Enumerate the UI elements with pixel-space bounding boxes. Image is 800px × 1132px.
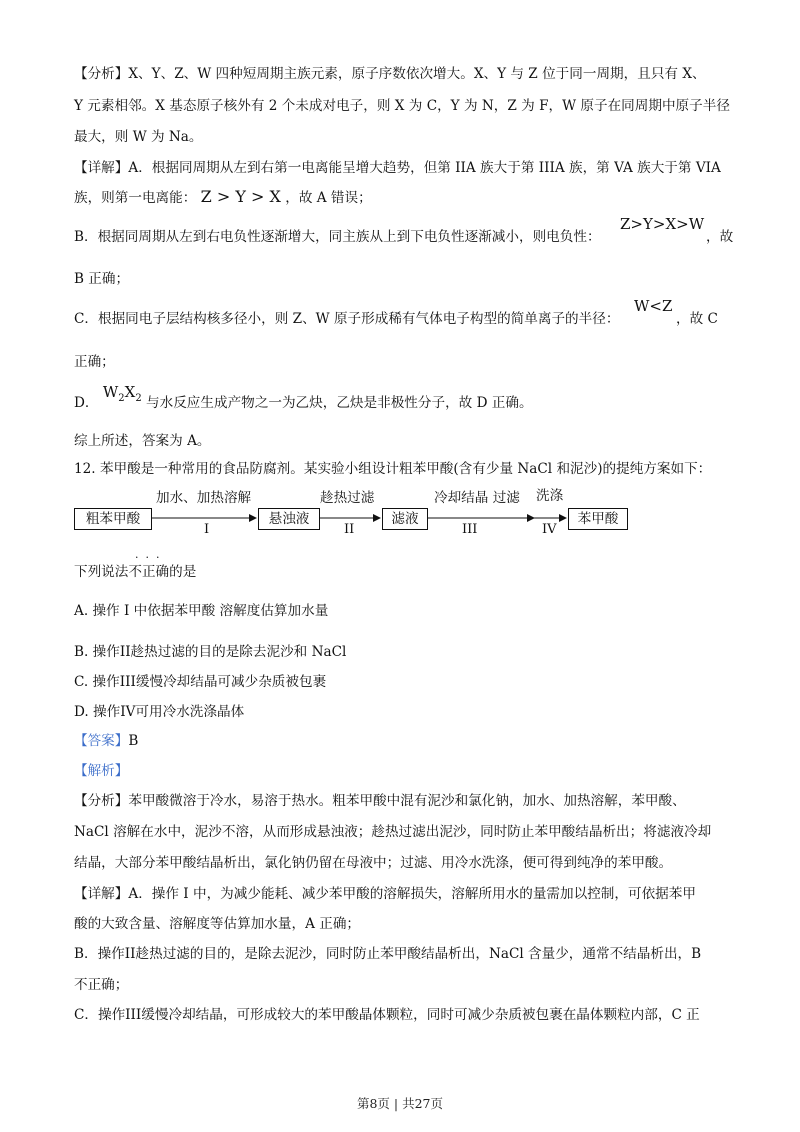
option-c: C. 操作III缓慢冷却结晶可减少杂质被包裹 [74,674,327,690]
detail-b-suffix: ，故 [706,229,734,245]
formula-first-ionization: Z > Y > X [200,187,281,206]
detail-a-line-2: 族，则第一电离能： Z > Y > X ，故 A 错误； [74,187,372,206]
analysis2-line-1: 【分析】苯甲酸微溶于冷水，易溶于热水。粗苯甲酸中混有泥沙和氯化钠，加水、加热溶解，苯甲酸、 [74,793,686,809]
detail2-c-line-1: C．操作III缓慢冷却结晶，可形成较大的苯甲酸晶体颗粒，同时可减少杂质被包裹在晶体颗粒内部，C 正 [74,1007,700,1023]
numeral-step-1: I [204,522,210,537]
detail-d-line: D． $W_2X_2$ 与水反应生成产物之一为乙炔，乙炔是非极性分子，故 D 正确。 [74,383,533,411]
explanation-label: 【解析】 [74,763,129,779]
option-b: B. 操作II趁热过滤的目的是除去泥沙和 NaCl [74,644,347,660]
label-step-4: 洗涤 [536,488,564,504]
emphasis-dots: · · · [135,551,160,564]
option-d: D. 操作IV可用冷水洗涤晶体 [74,704,245,720]
box-crude-benzoic-acid: 粗苯甲酸 [74,508,152,530]
option-a: A. 操作 I 中依据苯甲酸 溶解度估算加水量 [74,603,329,619]
detail2-a-line-2: 酸的大致含量、溶解度等估算加水量，A 正确； [74,916,361,932]
analysis2-line-3: 结晶，大部分苯甲酸结晶析出，氯化钠仍留在母液中；过滤、用冷水洗涤，便可得到纯净的苯甲酸。 [74,855,673,871]
detail-label: 【详解】 [74,160,129,176]
summary-line: 综上所述，答案为 A。 [74,433,211,449]
analysis-paragraph-1: 【分析】X、Y、Z、W 四种短周期主族元素，原子序数依次增大。X、Y 与 Z 位于同一周期，且只有 X、 [74,66,706,82]
analysis2-line-2: NaCl 溶解在水中，泥沙不溶，从而形成悬浊液；趁热过滤出泥沙，同时防止苯甲酸结晶析出；将滤液冷却 [74,824,712,840]
detail2-a-line-1: 【详解】A．操作 I 中，为减少能耗、减少苯甲酸的溶解损失，溶解所用水的量需加以控制，可依据苯甲 [74,886,696,902]
label-step-3: 冷却结晶 过滤 [434,490,520,506]
detail-a-line-1: 【详解】A．根据同周期从左到右第一电离能呈增大趋势，但第 IIA 族大于第 IIIA 族，第 VA 族大于第 VIA [74,160,721,176]
box-suspension: 悬浊液 [258,508,320,530]
question-12-stem: 12. 苯甲酸是一种常用的食品防腐剂。某实验小组设计粗苯甲酸(含有少量 NaCl 和泥沙)的提纯方案如下： [74,461,712,477]
detail2-b-line-2: 不正确； [74,977,129,993]
purification-flowchart [74,488,734,540]
detail-b-line-2: B 正确； [74,271,130,287]
label-step-2: 趁热过滤 [320,490,375,506]
formula-electronegativity: Z>Y>X>W [620,215,705,233]
question-12-prompt: 下列说法不正确的是 [74,564,197,580]
detail-b-line-1: B．根据同周期从左到右电负性逐渐增大，同主族从上到下电负性逐渐减小，则电负性： [74,229,601,245]
detail2-b-line-1: B．操作II趁热过滤的目的，是除去泥沙，同时防止苯甲酸结晶析出，NaCl 含量少，通常不结晶析出，B [74,946,702,962]
answer-line [74,731,724,751]
detail-c-line-1: C．根据同电子层结构核多径小，则 Z、W 原子形成稀有气体电子构型的简单离子的半径： [74,311,620,327]
page-footer: 第8页 | 共27页 [356,1096,444,1111]
numeral-step-3: III [462,522,478,537]
numeral-step-2: II [344,522,355,537]
analysis-line-2: Y 元素相邻。X 基态原子核外有 2 个未成对电子，则 X 为 C，Y 为 N，Z 为 F，W 原子在同周期中原子半径 [74,98,730,114]
label-step-1: 加水、加热溶解 [156,490,252,506]
answer-label: 【答案】 [74,733,129,749]
formula-ion-radius: W<Z [634,297,673,315]
numeral-step-4: IV [542,522,557,537]
answer-value: B [128,733,139,749]
box-filtrate: 滤液 [382,508,428,530]
formula-w2x2: $W_2X_2$ [102,383,142,404]
detail-c-line-2: 正确； [74,354,115,370]
analysis-line-3: 最大，则 W 为 Na。 [74,129,203,145]
analysis-label: 【分析】 [74,66,129,82]
detail-c-suffix: ，故 C [676,311,718,327]
box-pure-benzoic-acid: 苯甲酸 [568,508,628,530]
